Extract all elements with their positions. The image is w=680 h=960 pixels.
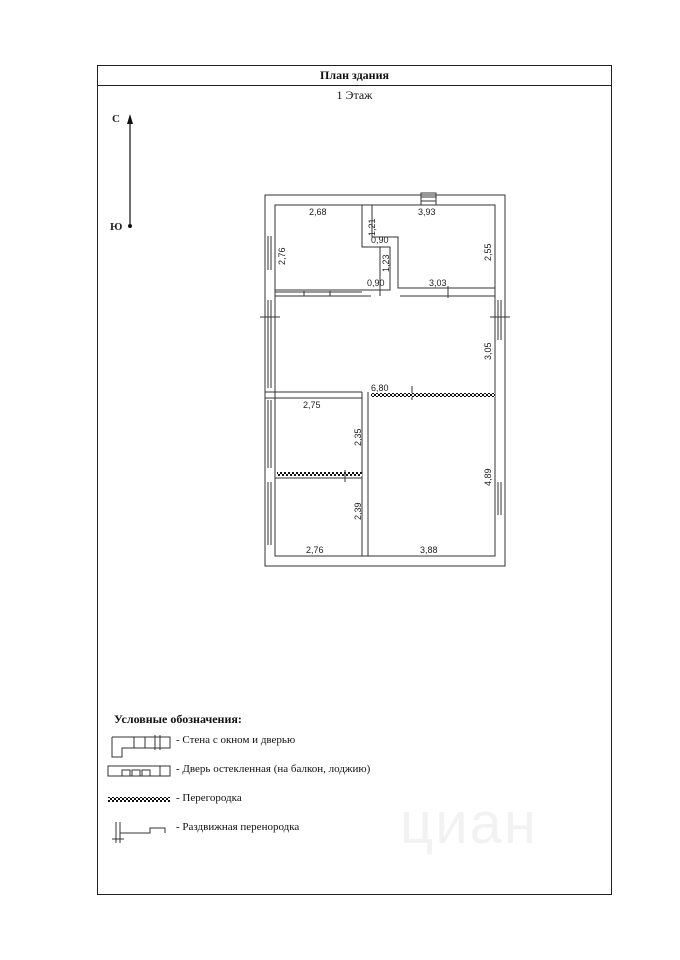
- legend-wall-window-door-icon: [112, 735, 170, 757]
- legend-sliding-partition-icon: [112, 822, 165, 843]
- watermark-text: циан: [400, 791, 538, 856]
- windows-left: [260, 236, 280, 545]
- dim-top-right-width: 3,93: [418, 207, 436, 217]
- dim-bottom-left-width: 2,76: [306, 545, 324, 555]
- windows-right: [490, 300, 510, 515]
- dim-bottom-left-height: 2,39: [353, 502, 363, 520]
- dim-notch-width-lower: 0,90: [367, 278, 385, 288]
- dim-top-left-width: 2,68: [309, 207, 327, 217]
- dim-top-left-height: 2,76: [277, 247, 287, 265]
- legend-item-wall: - Стена с окном и дверью: [176, 734, 296, 746]
- legend-partition-icon: [108, 797, 170, 802]
- legend-item-partition: - Перегородка: [176, 792, 242, 804]
- dim-notch-upper: 1,21: [367, 218, 377, 236]
- compass-north: С: [112, 113, 120, 125]
- dim-top-right-height: 2,55: [483, 243, 493, 261]
- legend-item-sliding: - Раздвижная перенородка: [176, 821, 300, 833]
- dim-bottom-right-width: 3,88: [420, 545, 438, 555]
- dim-hall-height: 3,05: [483, 342, 493, 360]
- dim-mid-left-height: 2,35: [353, 428, 363, 446]
- legend-title: Условные обозначения:: [114, 712, 242, 726]
- outer-walls: [265, 195, 505, 566]
- dim-bottom-right-height: 4,89: [483, 468, 493, 486]
- floor-label: 1 Этаж: [336, 88, 373, 102]
- compass-arrow-icon: [127, 114, 133, 228]
- dim-top-right-bottom: 3,03: [429, 278, 447, 288]
- dim-mid-left-width: 2,75: [303, 400, 321, 410]
- legend-item-glass-door: - Дверь остекленная (на балкон, лоджию): [176, 763, 371, 775]
- dim-notch-width-upper: 0,90: [371, 235, 389, 245]
- compass-south: Ю: [110, 221, 123, 233]
- plan-title: План здания: [98, 66, 611, 86]
- dim-hall-width: 6,80: [371, 383, 389, 393]
- dim-notch-lower: 1,23: [381, 254, 391, 272]
- legend-glass-door-icon: [108, 766, 170, 776]
